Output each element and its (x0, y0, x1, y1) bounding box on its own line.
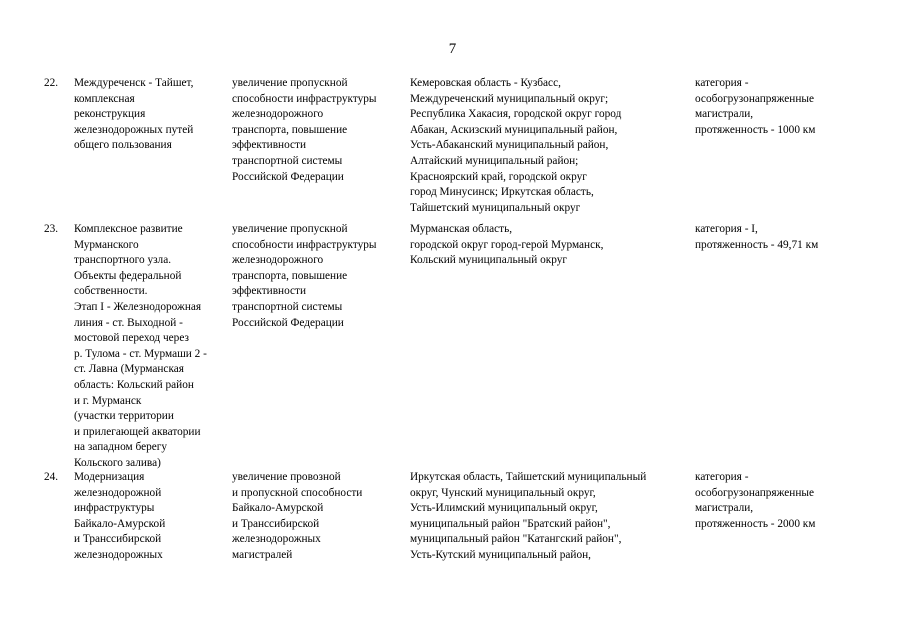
object-purpose: увеличение провозной и пропускной способности Байкало-Амурской и Транссибирской железнодорожных магистралей (232, 471, 363, 561)
object-name: Междуреченск - Тайшет, комплексная реконструкция железнодорожных путей общего пользования (74, 77, 194, 152)
object-name: Комплексное развитие Мурманского транспортного узла. Объекты федеральной собственности. Этап I - Железнодорожная линия - ст. Выходной - мостовой переход через р. Тулома - ст. Мурмаши 2 - ст. Лавна (Мурманская область: Кольский район и г. Мурманск (участки территории и прилегающей акватории на западном берегу Кольского залива) (74, 223, 207, 469)
row-number: 22. (44, 77, 59, 89)
page-number: 7 (448, 41, 457, 57)
object-parameters: категория - особогрузонапряженные магистрали, протяженность - 1000 км (695, 77, 816, 136)
object-location: Иркутская область, Тайшетский муниципальный округ, Чунский муниципальный округ, Усть-Илимский муниципальный округ, муниципальный район "Братский район", муниципальный район "Катангский район", Усть-Кутский муниципальный район, (410, 471, 647, 561)
object-parameters: категория - I, протяженность - 49,71 км (695, 223, 819, 251)
object-location: Кемеровская область - Кузбасс, Междуреченский муниципальный округ; Республика Хакасия, городской округ город Абакан, Аскизский муниципальный район, Усть-Абаканский муниципальный район, Алтайский муниципальный район; Красноярский край, городской округ город Минусинск; Иркутская область, Тайшетский муниципальный округ (410, 77, 622, 214)
row-number: 23. (44, 223, 59, 235)
object-parameters: категория - особогрузонапряженные магистрали, протяженность - 2000 км (695, 471, 816, 530)
object-purpose: увеличение пропускной способности инфраструктуры железнодорожного транспорта, повышение эффективности транспортной системы Российской Федерации (232, 223, 377, 329)
row-number: 24. (44, 471, 59, 483)
object-name: Модернизация железнодорожной инфраструктуры Байкало-Амурской и Транссибирской железнодорожных (74, 471, 166, 561)
object-purpose: увеличение пропускной способности инфраструктуры железнодорожного транспорта, повышение эффективности транспортной системы Российской Федерации (232, 77, 377, 183)
object-location: Мурманская область, городской округ город-герой Мурманск, Кольский муниципальный округ (410, 223, 604, 267)
